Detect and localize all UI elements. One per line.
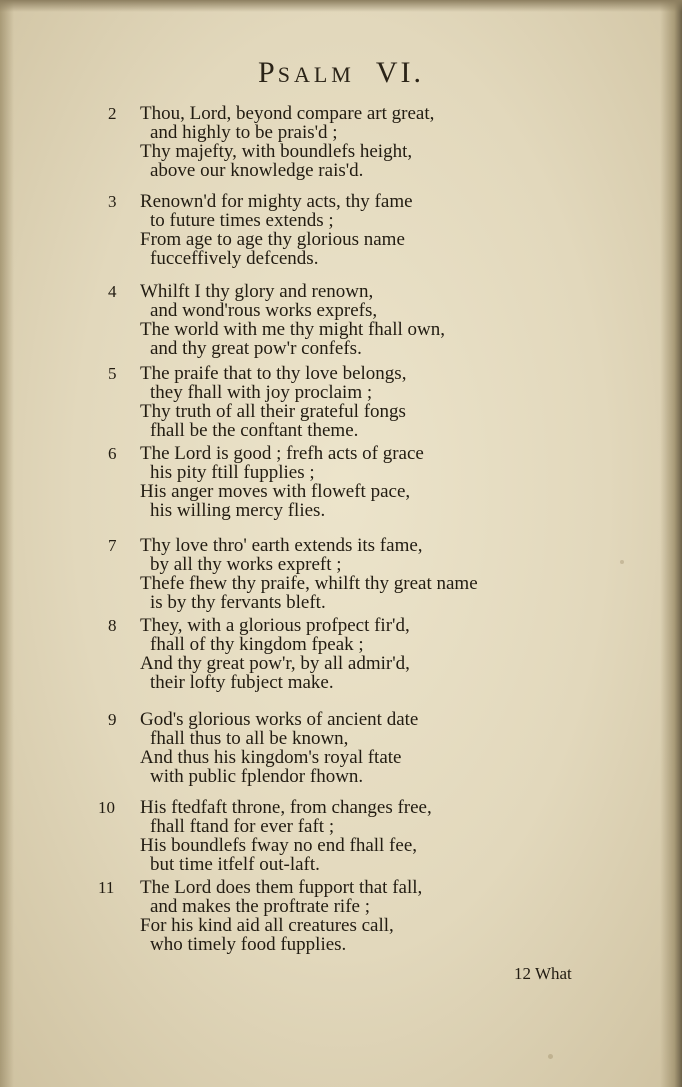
verse-line: with public fplendor fhown. xyxy=(150,766,364,787)
verse xyxy=(108,535,478,613)
verse-line: to future times extends ; xyxy=(150,210,334,231)
title-rest: SALM xyxy=(277,62,355,87)
verse-line: His ftedfaft throne, from changes free, xyxy=(140,797,432,818)
verse-line: Whilft I thy glory and renown, xyxy=(140,281,374,302)
verse-line: their lofty fubject make. xyxy=(150,672,334,693)
verse xyxy=(98,877,423,955)
verse-line: above our knowledge rais'd. xyxy=(150,160,364,181)
verse xyxy=(108,281,446,359)
page-edge-shadow-left xyxy=(0,0,14,1087)
verse-number: 6 xyxy=(108,444,117,463)
verse-number: 2 xyxy=(108,104,117,123)
page-edge-shadow-top xyxy=(0,0,682,12)
verse-number: 5 xyxy=(108,364,117,383)
verse xyxy=(108,443,424,521)
verse-number: 9 xyxy=(108,710,117,729)
verse-line: His anger moves with floweft pace, xyxy=(140,481,411,502)
title-numeral: VI. xyxy=(375,56,424,89)
verse-line: but time itfelf out-laft. xyxy=(150,854,320,875)
verse-line: For his kind aid all creatures call, xyxy=(140,915,394,936)
verse-line: his pity ftill fupplies ; xyxy=(150,462,315,483)
verse-number: 10 xyxy=(98,798,115,817)
verse-number: 3 xyxy=(108,192,117,211)
title-initial: P xyxy=(258,56,278,89)
paper-speck xyxy=(548,1054,553,1059)
verse xyxy=(108,709,419,787)
verse xyxy=(108,363,407,441)
verse-line: and makes the proftrate rife ; xyxy=(150,896,370,917)
verse-line: God's glorious works of ancient date xyxy=(140,709,419,730)
verse-line: by all thy works expreft ; xyxy=(150,554,342,575)
verse-line: fhall thus to all be known, xyxy=(150,728,349,749)
page-title xyxy=(0,56,682,90)
verse-line: The Lord is good ; frefh acts of grace xyxy=(140,443,424,464)
verse-line: and highly to be prais'd ; xyxy=(150,122,338,143)
verse-line: fhall be the conftant theme. xyxy=(150,420,359,441)
verse-number: 8 xyxy=(108,616,117,635)
verse-line: and wond'rous works exprefs, xyxy=(150,300,378,321)
verse xyxy=(98,797,432,875)
verse-line: who timely food fupplies. xyxy=(150,934,347,955)
verse-line: The Lord does them fupport that fall, xyxy=(140,877,423,898)
verse-line: The praife that to thy love belongs, xyxy=(140,363,407,384)
verse-line: Thou, Lord, beyond compare art great, xyxy=(140,103,435,124)
verse-line: fucceffively defcends. xyxy=(150,248,319,269)
paper-speck xyxy=(620,560,624,564)
verse-line: The world with me thy might fhall own, xyxy=(140,319,446,340)
verse-line: They, with a glorious profpect fir'd, xyxy=(140,615,410,636)
verse-number: 7 xyxy=(108,536,117,555)
verse-line: Thy truth of all their grateful fongs xyxy=(140,401,406,422)
verse-line: From age to age thy glorious name xyxy=(140,229,405,250)
verse-line: and thy great pow'r confefs. xyxy=(150,338,362,359)
verse-line: His boundlefs fway no end fhall fee, xyxy=(140,835,418,856)
verse-line: Thy majefty, with boundlefs height, xyxy=(140,141,413,162)
verse-line: And thus his kingdom's royal ftate xyxy=(140,747,402,768)
verse-line: fhall of thy kingdom fpeak ; xyxy=(150,634,364,655)
verse-line: they fhall with joy proclaim ; xyxy=(150,382,373,403)
verse xyxy=(108,615,410,693)
verse-line: And thy great pow'r, by all admir'd, xyxy=(140,653,410,674)
verse-number: 4 xyxy=(108,282,117,301)
verse-number: 11 xyxy=(98,878,115,897)
verse xyxy=(108,103,435,181)
verse-line: Thefe fhew thy praife, whilft thy great name xyxy=(140,573,478,594)
verse-line: fhall ftand for ever faft ; xyxy=(150,816,335,837)
verse-line: is by thy fervants bleft. xyxy=(150,592,326,613)
verse-line: Thy love thro' earth extends its fame, xyxy=(140,535,423,556)
verse-line: his willing mercy flies. xyxy=(150,500,326,521)
verse-line: Renown'd for mighty acts, thy fame xyxy=(140,191,413,212)
page-edge-shadow-right xyxy=(660,0,682,1087)
catchword: 12 What xyxy=(514,964,572,983)
verse xyxy=(108,191,413,269)
